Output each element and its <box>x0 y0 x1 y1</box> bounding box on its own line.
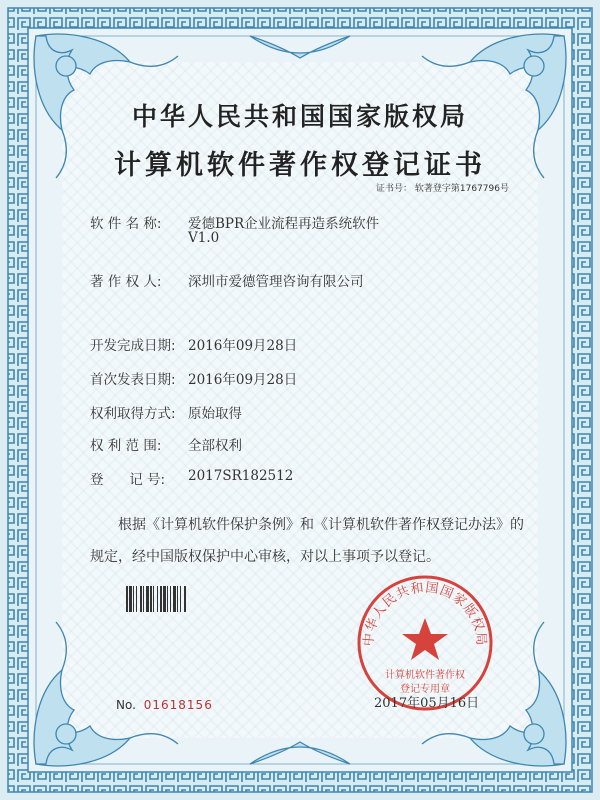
field-label-software-name: 软 件 名 称: <box>90 216 162 232</box>
certificate-number-value: 软著登字第1767796号 <box>414 184 509 194</box>
seal-outer-text: 中华人民共和国国家版权局 <box>361 580 489 647</box>
field-label-rights-scope: 权 利 范 围: <box>90 438 162 454</box>
certificate-number-label: 证书号： <box>376 184 413 194</box>
barcode <box>126 586 220 612</box>
serial-number <box>116 698 213 712</box>
statement-line-1: 根据《计算机软件保护条例》和《计算机软件著作权登记办法》的 <box>118 517 524 533</box>
field-value-registration-number: 2017SR182512 <box>188 468 294 484</box>
field-label-publish-date: 首次发表日期: <box>90 372 176 388</box>
field-label-completion-date: 开发完成日期: <box>90 338 176 354</box>
seal-star-icon <box>402 618 448 660</box>
issuer-heading: 中华人民共和国国家版权局 <box>131 102 468 131</box>
serial-number-label: No. <box>116 698 136 712</box>
seal-inner-line-1: 计算机软件著作权 <box>385 670 465 681</box>
field-value-publish-date: 2016年09月28日 <box>188 372 298 388</box>
field-value-software-version: V1.0 <box>188 230 220 246</box>
field-value-rights-scope: 全部权利 <box>188 438 242 454</box>
serial-number-value: 01618156 <box>143 698 213 712</box>
field-value-completion-date: 2016年09月28日 <box>188 338 298 354</box>
seal-inner-line-2: 登记专用章 <box>400 684 450 695</box>
field-value-acquisition-method: 原始取得 <box>188 406 242 422</box>
issue-date: 2017年05月16日 <box>374 696 480 711</box>
field-label-acquisition-method: 权利取得方式: <box>90 406 176 422</box>
statement-line-2: 规定，经中国版权保护中心审核，对以上事项予以登记。 <box>90 549 440 565</box>
field-value-software-name: 爱德BPR企业流程再造系统软件 <box>188 216 380 232</box>
field-label-copyright-owner: 著 作 权 人: <box>90 274 162 290</box>
field-value-copyright-owner: 深圳市爱德管理咨询有限公司 <box>188 274 364 290</box>
certificate-title: 计算机软件著作权登记证书 <box>114 150 486 181</box>
certificate-number <box>376 181 509 194</box>
field-label-registration-number: 登 记 号: <box>90 472 166 488</box>
